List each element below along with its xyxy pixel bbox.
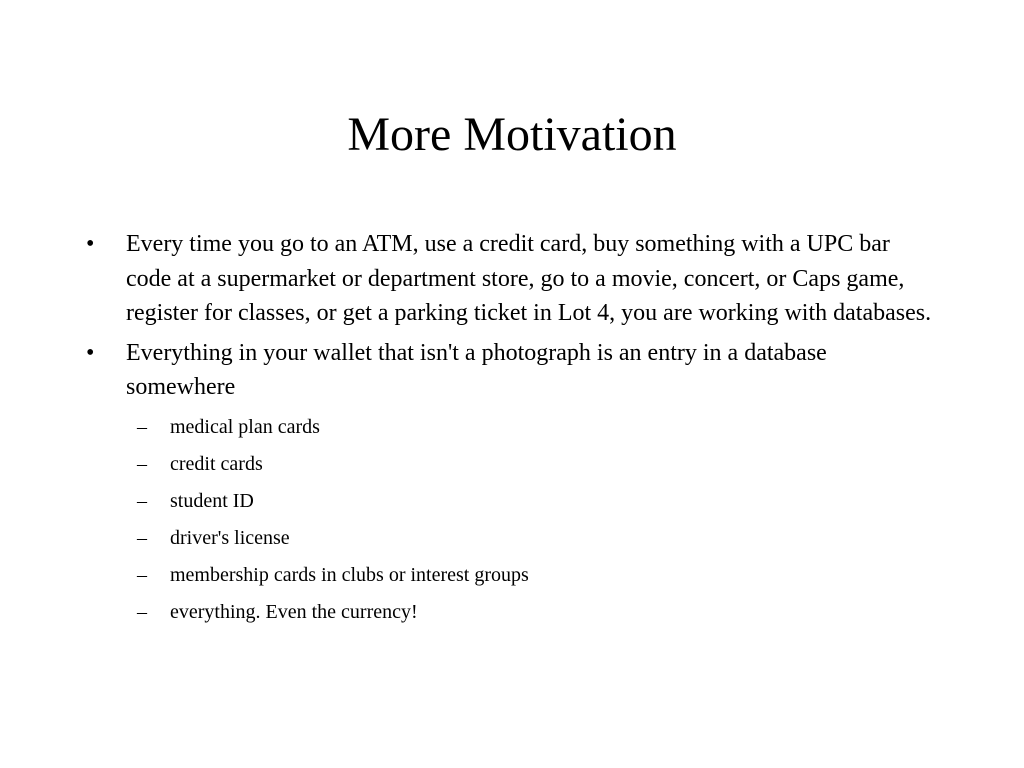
sub-bullet-item: [0, 594, 1024, 631]
sub-bullet-text: membership cards in clubs or interest groups: [170, 563, 529, 586]
bullet-item: [0, 336, 1024, 631]
slide-title: More Motivation: [347, 108, 677, 161]
sub-bullet-marker: –: [137, 489, 147, 512]
bullet-text: Everything in your wallet that isn't a photograph is an entry in a database somewhere: [126, 339, 827, 400]
sub-bullet-item: [0, 483, 1024, 520]
sub-bullet-marker: –: [137, 563, 147, 586]
sub-bullet-marker: –: [137, 452, 147, 475]
bullet-marker: •: [86, 339, 95, 366]
bullet-list: [0, 227, 1024, 636]
sub-bullet-item: [0, 409, 1024, 446]
sub-bullet-marker: –: [137, 415, 147, 438]
bullet-marker: •: [86, 231, 95, 257]
sub-bullet-item: [0, 520, 1024, 557]
sub-bullet-marker: –: [137, 600, 147, 623]
sub-bullet-marker: –: [137, 526, 147, 549]
bullet-item: [0, 227, 1024, 331]
sub-bullet-item: [0, 557, 1024, 594]
sub-bullet-text: credit cards: [170, 452, 263, 475]
sub-bullet-text: everything. Even the currency!: [170, 600, 418, 623]
sub-bullet-item: [0, 446, 1024, 483]
sub-bullet-text: medical plan cards: [170, 415, 320, 438]
sub-bullet-text: student ID: [170, 489, 254, 512]
sub-bullet-list: [0, 409, 1024, 631]
sub-bullet-text: driver's license: [170, 526, 290, 549]
bullet-text: Every time you go to an ATM, use a credit card, buy something with a UPC bar code at a supermarket or department store, go to a movie, concert, or Caps game, register for classes, or get a parking ticket in Lot 4, you are working with databases.: [126, 231, 932, 326]
